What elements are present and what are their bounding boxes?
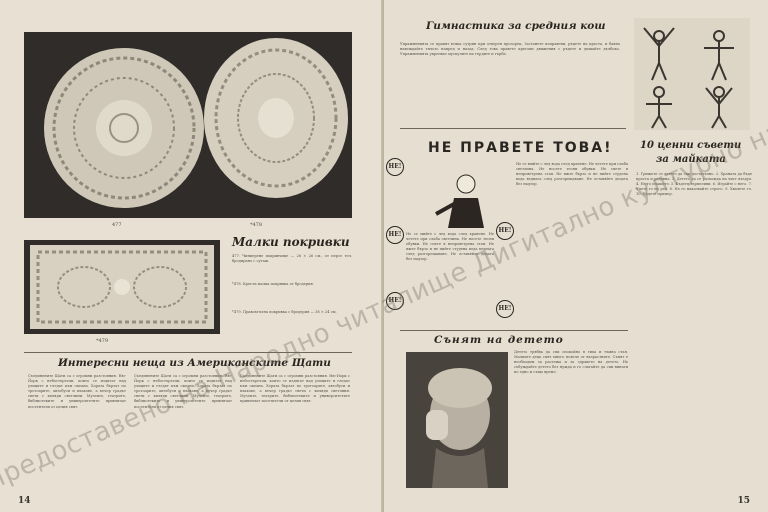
- small-doilies-text-478: *478. Кръгла малка покривка от бродерия.: [232, 282, 314, 286]
- caption-478: *478: [250, 222, 263, 228]
- library-watermark: Предоставено на Народно читалище Дигитално културно: [0, 133, 749, 498]
- man-drawing: [428, 170, 498, 230]
- crying-child-illustration: [406, 352, 508, 488]
- america-text-col2: Съединените Щати са с огромни разстояния. Ню-Йорк с небостъргачи, които се издигат над улиците и гледат към океана. Хората бързат по тротоарите, автобуси и влакове, а вечер градът свети с хиляди светлини. Музеите, театрите, библиотеките и университетите привличат посетители от целия свят.: [134, 374, 232, 409]
- gymnastics-divider: [400, 128, 626, 129]
- crying-child-photo: [406, 352, 508, 488]
- dont-heading: НЕ ПРАВЕТЕ ТОВА!: [428, 140, 613, 156]
- sleep-divider: [400, 330, 628, 331]
- america-divider: [24, 352, 352, 353]
- page-number-right: 15: [737, 496, 750, 506]
- lace-doilies-illustration: [24, 32, 352, 218]
- dont-text-col1: Не се мийте с лед вода след хранене. Не четете при слаба светлина. Не носете тесни обувки. Не спете в непроветрена стая. Не яжте бързо и не пийте студена вода веднага след разгорещаване. Не оставяйте децата без надзор.: [406, 232, 494, 262]
- man-gesturing-illustration: [428, 170, 498, 230]
- tips-heading-line1: 10 ценни съвети: [640, 140, 742, 151]
- america-heading: Интересни неща из Американските Щати: [58, 357, 331, 369]
- exercise-figures-drawing: [634, 18, 750, 130]
- small-doilies-text-479: *479. Правоъгълна покривка с бродерия — 38 × 24 см.: [232, 310, 337, 314]
- page-number-left: 14: [18, 496, 31, 506]
- small-doilies-heading: Малки покривки: [232, 235, 350, 249]
- right-page: [384, 0, 768, 512]
- ne-badge-1: НЕ!: [386, 158, 404, 176]
- rectangular-doily-photo: [24, 240, 220, 334]
- sleep-heading: Сънят на детето: [434, 334, 564, 346]
- ne-badge-2: НЕ!: [386, 226, 404, 244]
- ne-badge-5: НЕ!: [496, 300, 514, 318]
- exercise-figures-illustration: [634, 18, 750, 130]
- rectangular-doily-illustration: [24, 240, 220, 334]
- gymnastics-heading: Гимнастика за средния кош: [426, 20, 606, 32]
- ne-badge-3: НЕ!: [386, 292, 404, 310]
- ne-badge-4: НЕ!: [496, 222, 514, 240]
- small-doilies-text-477: 477. Чиниерене покривчице — 26 × 26 см., от персе тел. брoдирано с сутаж.: [232, 254, 352, 264]
- lace-doilies-photo: [24, 32, 352, 218]
- tips-text: 1. Грижете се детето да спи достатъчно. 2. Храната да бъде проста и редовна. 3. Детето да се разхожда на чист въздух. 4. Не го плашете. 5. Бъдете търпеливи. 6. Играйте с него. 7. Учете го на ред. 8. Не го наказвайте строго. 9. Хвалете го. 10. Бъдете пример.: [636, 172, 752, 197]
- gymnastics-text: Упражненията се правят всяка сутрин при отворен прозорец. Застанете изправени, ръцете на кръста, и бавно навеждайте тялото напред и назад. След това правете кръгови движения с ръцете и дишайте дълбоко. Упражненията укрепват мускулите на гърдите и гърба.: [400, 42, 620, 57]
- america-text-col3: Съединените Щати са с огромни разстояния. Ню-Йорк с небостъргачи, които се издигат над улиците и гледат към океана. Хората бързат по тротоарите, автобуси и влакове, а вечер градът свети с хиляди светлини. Музеите, театрите, библиотеките и университетите привличат посетители от целия свят.: [240, 374, 350, 404]
- tips-heading-line2: за майката: [656, 154, 726, 165]
- caption-479: *479: [96, 338, 109, 344]
- caption-477: 477: [112, 222, 122, 228]
- america-text-col1: Съединените Щати са с огромни разстояния. Ню-Йорк с небостъргачи, които се издигат над улиците и гледат към океана. Хората бързат по тротоарите, автобуси и влакове, а вечер градът свети с хиляди светлини. Музеите, театрите, библиотеките и университетите привличат посетители от целия свят.: [28, 374, 126, 409]
- dont-text-col2: Не се мийте с лед вода след хранене. Не четете при слаба светлина. Не носете тесни обувки. Не спете в непроветрена стая. Не яжте бързо и не пийте студена вода веднага след разгорещаване. Не оставяйте децата без надзор.: [516, 162, 628, 187]
- sleep-text: Детето трябва да спи спокойно в тиха и тъмна стая. Малките деца спят много повече от възрастните. Сънят е необходим за растежа и за здравето на детето. Не събуждайте детето без нужда и го слагайте да спи винаги по едно и също време.: [514, 350, 628, 375]
